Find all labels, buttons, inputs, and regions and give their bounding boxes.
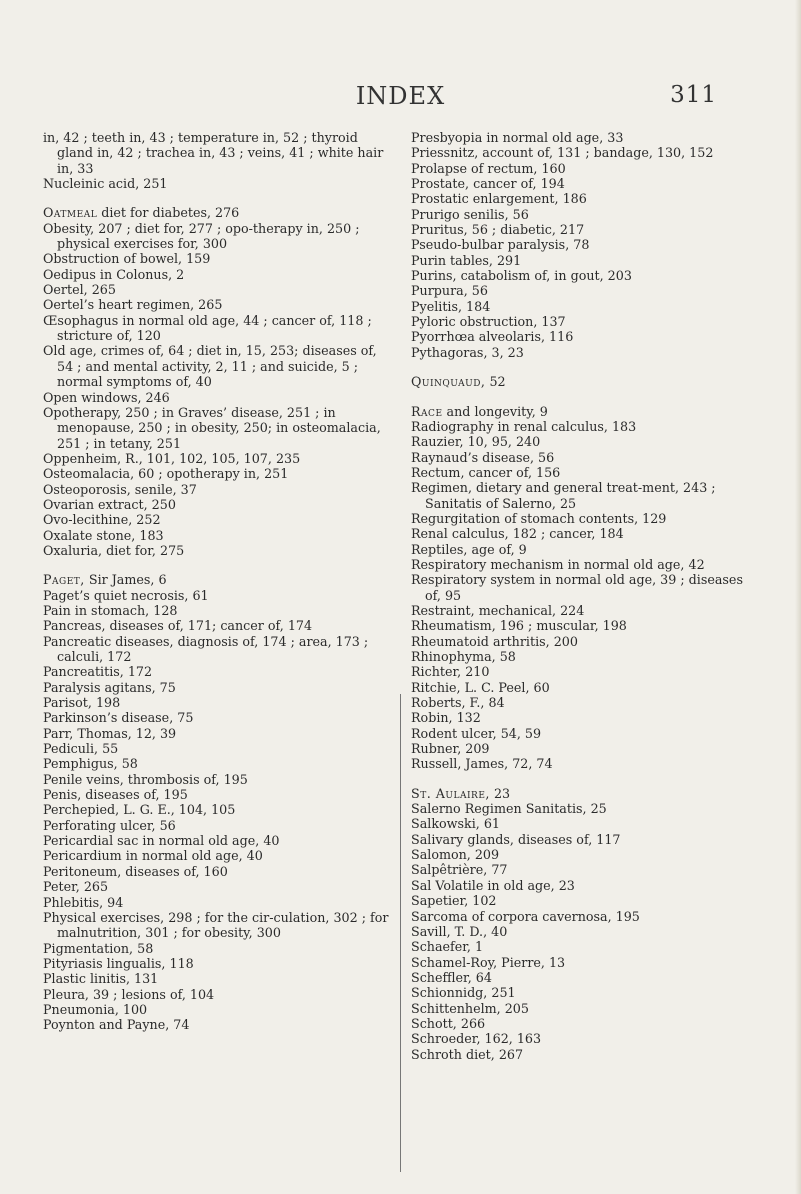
index-entry: [411, 299, 757, 314]
index-entry-text: Rheumatism, 196 ; muscular, 198: [411, 618, 627, 634]
index-entry: [411, 572, 757, 603]
index-entry-text: Radiography in renal calculus, 183: [411, 418, 637, 434]
index-entry-text: Pigmentation, 58: [43, 940, 154, 956]
index-entry: [411, 649, 757, 664]
index-entry: [43, 833, 389, 848]
index-entry: [43, 1017, 389, 1032]
index-entry: [43, 603, 389, 618]
index-entry: [411, 176, 757, 191]
index-entry: [411, 511, 757, 526]
index-entry-text: Schionnidg, 251: [411, 985, 516, 1001]
index-entry-text: Sarcoma of corpora cavernosa, 195: [411, 908, 640, 924]
index-entry: [411, 832, 757, 847]
index-entry: [43, 726, 389, 741]
index-entry: [411, 618, 757, 633]
index-entry: [43, 956, 389, 971]
index-entry-text: Rauzier, 10, 95, 240: [411, 434, 541, 450]
index-entry-text: Pseudo-bulbar paralysis, 78: [411, 237, 590, 253]
index-entry: [43, 297, 389, 312]
index-entry-text: in, 42 ; teeth in, 43 ; temperature in, 52 ; thyroid gland in, 42 ; trachea in, 43 ; veins, 41 ; white hair in, 33: [43, 130, 384, 176]
index-entry: [43, 451, 389, 466]
index-entry-text: and longevity, 9: [442, 403, 548, 419]
index-entry: [43, 879, 389, 894]
index-entry-text: Pruritus, 56 ; diabetic, 217: [411, 222, 585, 238]
index-entry-text: Russell, James, 72, 74: [411, 756, 553, 772]
index-entry: [43, 176, 389, 191]
index-entry-text: Rectum, cancer of, 156: [411, 464, 561, 480]
index-entry: [411, 130, 757, 145]
index-entry: [43, 1002, 389, 1017]
index-entry: [411, 1031, 757, 1046]
index-entry-text: Rubner, 209: [411, 741, 490, 757]
index-entry-text: Open windows, 246: [43, 389, 170, 405]
index-entry: [43, 664, 389, 679]
index-entry: [411, 710, 757, 725]
index-entry: [43, 482, 389, 497]
index-entry-text: Prolapse of rectum, 160: [411, 160, 566, 176]
section-lead-word: St. Aulaire,: [411, 785, 490, 801]
index-entry-text: Osteomalacia, 60 ; opotherapy in, 251: [43, 466, 289, 482]
index-entry: [411, 955, 757, 970]
index-entry-text: Salkowski, 61: [411, 816, 500, 832]
index-entry: [411, 970, 757, 985]
index-entry: [411, 207, 757, 222]
index-entry-text: Pediculi, 55: [43, 741, 119, 757]
index-entry-text: Rheumatoid arthritis, 200: [411, 633, 578, 649]
index-entry: [43, 221, 389, 252]
index-entry: [43, 267, 389, 282]
index-entry-text: Pancreatic diseases, diagnosis of, 174 ; area, 173 ; calculi, 172: [43, 633, 369, 664]
index-entry: [43, 618, 389, 633]
index-entry-text: Savill, T. D., 40: [411, 923, 508, 939]
index-entry: [43, 802, 389, 817]
index-entry: [43, 941, 389, 956]
index-entry: [411, 404, 757, 419]
index-entry-text: Perchepied, L. G. E., 104, 105: [43, 802, 236, 818]
index-entry-text: Purpura, 56: [411, 283, 488, 299]
index-entry-text: Schaefer, 1: [411, 939, 484, 955]
index-entry-text: Raynaud’s disease, 56: [411, 449, 555, 465]
index-entry-text: Ritchie, L. C. Peel, 60: [411, 679, 550, 695]
section-gap: [411, 772, 757, 786]
index-entry: [411, 526, 757, 541]
index-entry: [43, 313, 389, 344]
index-entry-text: Perforating ulcer, 56: [43, 817, 176, 833]
page-edge-shadow: [795, 0, 801, 1194]
index-entry: [43, 390, 389, 405]
index-entry-text: Presbyopia in normal old age, 33: [411, 130, 624, 145]
index-entry-text: Richter, 210: [411, 664, 490, 680]
index-entry-text: Salerno Regimen Sanitatis, 25: [411, 801, 607, 817]
index-entry: [43, 282, 389, 297]
index-entry-text: diet for diabetes, 276: [97, 205, 240, 221]
index-entry-text: 52: [485, 374, 506, 390]
index-entry: [411, 939, 757, 954]
index-entry-text: Oppenheim, R., 101, 102, 105, 107, 235: [43, 450, 301, 466]
index-entry-text: Schittenhelm, 205: [411, 1000, 529, 1016]
index-entry: [411, 268, 757, 283]
index-entry: [411, 557, 757, 572]
index-entry: [43, 772, 389, 787]
index-entry-text: Sal Volatile in old age, 23: [411, 877, 575, 893]
section-lead-word: Quinquaud,: [411, 374, 486, 390]
index-entry-text: 23: [489, 785, 511, 801]
index-entry: [411, 480, 757, 511]
index-entry-text: Parkinson’s disease, 75: [43, 710, 194, 726]
index-entry-text: Old age, crimes of, 64 ; diet in, 15, 253; diseases of, 54 ; and mental activity, 2, 11 ; and suicide, 5 ; normal symptoms of, 40: [43, 343, 377, 390]
index-entry-text: Opotherapy, 250 ; in Graves’ disease, 251 ; in menopause, 250 ; in obesity, 250; in osteomalacia, 251 ; in tetany, 251: [43, 404, 381, 451]
index-entry-text: Priessnitz, account of, 131 ; bandage, 130, 152: [411, 145, 714, 161]
index-entry: [43, 695, 389, 710]
index-entry: [411, 634, 757, 649]
index-entry: [411, 145, 757, 160]
index-entry-text: Pericardium in normal old age, 40: [43, 848, 263, 864]
index-entry: [411, 374, 757, 389]
index-entry-text: Regurgitation of stomach contents, 129: [411, 510, 667, 526]
index-entry: [43, 343, 389, 389]
index-entry-text: Parisot, 198: [43, 695, 121, 711]
index-entry-text: Pancreatitis, 172: [43, 664, 153, 680]
index-entry-text: Osteoporosis, senile, 37: [43, 481, 197, 497]
index-entry-text: Ovarian extract, 250: [43, 496, 176, 512]
index-entry-text: Obesity, 207 ; diet for, 277 ; opo-therapy in, 250 ; physical exercises for, 300: [43, 220, 360, 252]
section-gap: [43, 558, 389, 572]
index-entry-text: Pericardial sac in normal old age, 40: [43, 833, 280, 849]
index-entry-text: Sapetier, 102: [411, 893, 497, 909]
index-entry: [411, 283, 757, 298]
index-entry-text: Purins, catabolism of, in gout, 203: [411, 268, 632, 284]
index-entry-text: Paget’s quiet necrosis, 61: [43, 587, 209, 603]
index-entry: [43, 987, 389, 1002]
index-entry-text: Purin tables, 291: [411, 252, 522, 268]
index-entry-text: Prurigo senilis, 56: [411, 206, 529, 222]
index-entry-text: Peritoneum, diseases of, 160: [43, 863, 228, 879]
index-entry: [43, 818, 389, 833]
index-entry: [411, 314, 757, 329]
index-entry-text: Respiratory system in normal old age, 39 ; diseases of, 95: [411, 572, 743, 603]
index-entry: [43, 910, 389, 941]
index-entry-text: Œsophagus in normal old age, 44 ; cancer of, 118 ; stricture of, 120: [43, 312, 372, 344]
index-entry-text: Oxalate stone, 183: [43, 527, 164, 543]
index-entry: [43, 634, 389, 665]
index-entry-text: Schroeder, 162, 163: [411, 1031, 542, 1047]
index-entry: [411, 450, 757, 465]
index-entry-text: Poynton and Payne, 74: [43, 1017, 190, 1033]
index-entry: [411, 726, 757, 741]
index-entry-text: Schott, 266: [411, 1015, 486, 1031]
index-entry-text: Scheffler, 64: [411, 969, 492, 985]
index-entry-text: Pyorrhœa alveolaris, 116: [411, 329, 574, 345]
index-entry: [43, 528, 389, 543]
index-entry: [411, 253, 757, 268]
index-entry: [43, 130, 389, 176]
index-entry-text: Pleura, 39 ; lesions of, 104: [43, 986, 215, 1002]
index-entry-text: Salivary glands, diseases of, 117: [411, 831, 621, 847]
index-entry-text: Pneumonia, 100: [43, 1001, 148, 1017]
index-entry-text: Ovo-lecithine, 252: [43, 512, 161, 528]
index-entry-text: Pemphigus, 58: [43, 756, 138, 772]
index-column-left: [43, 130, 389, 1033]
index-entry-text: Paralysis agitans, 75: [43, 679, 176, 695]
index-entry: [411, 786, 757, 801]
section-lead-word: Oatmeal: [43, 205, 98, 221]
index-entry-text: Pityriasis lingualis, 118: [43, 955, 194, 971]
index-entry: [411, 756, 757, 771]
index-column-right: [411, 130, 757, 1062]
index-entry: [411, 985, 757, 1000]
index-entry: [43, 680, 389, 695]
index-entry: [411, 695, 757, 710]
section-gap: [411, 360, 757, 374]
index-entry: [411, 862, 757, 877]
index-entry-text: Salomon, 209: [411, 847, 500, 863]
section-lead-word: Race: [411, 403, 443, 419]
index-entry: [411, 680, 757, 695]
index-entry: [411, 816, 757, 831]
index-entry-text: Parr, Thomas, 12, 39: [43, 725, 177, 741]
index-entry-text: Peter, 265: [43, 879, 109, 895]
index-entry: [411, 878, 757, 893]
index-entry: [411, 1001, 757, 1016]
index-entry: [411, 1047, 757, 1062]
index-entry-text: Oedipus in Colonus, 2: [43, 266, 185, 282]
index-entry-text: Plastic linitis, 131: [43, 971, 159, 987]
index-entry-text: Renal calculus, 182 ; cancer, 184: [411, 526, 624, 542]
index-entry-text: Pyloric obstruction, 137: [411, 314, 566, 330]
index-entry-text: Penis, diseases of, 195: [43, 787, 188, 803]
index-entry: [411, 603, 757, 618]
index-entry-text: Oxaluria, diet for, 275: [43, 542, 185, 558]
page-header: [0, 82, 801, 112]
index-entry: [411, 801, 757, 816]
index-entry-text: Schroth diet, 267: [411, 1046, 524, 1062]
index-entry: [411, 345, 757, 360]
index-entry: [43, 572, 389, 587]
index-entry: [411, 434, 757, 449]
page-number: 311: [670, 82, 717, 108]
index-entry-text: Phlebitis, 94: [43, 894, 124, 910]
index-entry: [411, 664, 757, 679]
index-entry: [43, 741, 389, 756]
index-entry: [43, 205, 389, 220]
index-entry: [43, 588, 389, 603]
index-entry-text: Pain in stomach, 128: [43, 602, 178, 618]
index-entry: [411, 329, 757, 344]
index-entry-text: Robin, 132: [411, 710, 481, 726]
index-entry-text: Physical exercises, 298 ; for the cir-culation, 302 ; for malnutrition, 301 ; for obesity, 300: [43, 909, 389, 941]
index-entry-text: Oertel’s heart regimen, 265: [43, 297, 223, 313]
index-entry: [411, 465, 757, 480]
index-entry: [411, 419, 757, 434]
index-entry: [411, 909, 757, 924]
index-entry-text: Respiratory mechanism in normal old age, 42: [411, 556, 705, 572]
index-entry-text: Pythagoras, 3, 23: [411, 344, 524, 360]
index-entry-text: Pancreas, diseases of, 171; cancer of, 174: [43, 618, 313, 634]
index-entry-text: Obstruction of bowel, 159: [43, 251, 211, 267]
index-entry: [43, 251, 389, 266]
index-entry-text: Rodent ulcer, 54, 59: [411, 725, 542, 741]
index-entry: [43, 756, 389, 771]
index-entry: [411, 1016, 757, 1031]
index-entry-text: Nucleinic acid, 251: [43, 176, 168, 192]
index-entry: [43, 787, 389, 802]
section-gap: [43, 191, 389, 205]
index-entry-text: Penile veins, thrombosis of, 195: [43, 771, 248, 787]
index-entry-text: Prostatic enlargement, 186: [411, 191, 587, 207]
index-entry: [411, 741, 757, 756]
index-entry: [43, 895, 389, 910]
index-entry: [411, 222, 757, 237]
index-entry: [43, 864, 389, 879]
margin-rule: [400, 694, 407, 1172]
index-entry-text: Roberts, F., 84: [411, 695, 505, 711]
section-lead-word: Paget,: [43, 572, 85, 588]
index-entry: [411, 847, 757, 862]
index-entry-text: Prostate, cancer of, 194: [411, 176, 565, 192]
index-entry: [411, 161, 757, 176]
index-entry: [43, 512, 389, 527]
index-entry-text: Sir James, 6: [84, 572, 167, 588]
index-entry-text: Schamel-Roy, Pierre, 13: [411, 954, 566, 970]
index-entry-text: Pyelitis, 184: [411, 298, 491, 314]
index-entry: [43, 543, 389, 558]
index-entry-text: Oertel, 265: [43, 282, 116, 298]
index-entry: [43, 466, 389, 481]
index-entry: [411, 237, 757, 252]
index-entry-text: Reptiles, age of, 9: [411, 541, 527, 557]
index-entry: [43, 971, 389, 986]
index-entry-text: Regimen, dietary and general treat-ment, 243 ; Sanitatis of Salerno, 25: [411, 480, 716, 511]
index-entry: [43, 405, 389, 451]
section-gap: [411, 390, 757, 404]
page-title: INDEX: [355, 82, 446, 110]
index-entry-text: Restraint, mechanical, 224: [411, 602, 585, 618]
index-entry: [411, 191, 757, 206]
index-entry: [43, 710, 389, 725]
index-entry: [43, 497, 389, 512]
index-entry: [43, 848, 389, 863]
index-entry: [411, 893, 757, 908]
index-entry-text: Rhinophyma, 58: [411, 649, 516, 664]
index-entry-text: Salpêtrière, 77: [411, 862, 508, 878]
index-entry: [411, 924, 757, 939]
index-entry: [411, 542, 757, 557]
